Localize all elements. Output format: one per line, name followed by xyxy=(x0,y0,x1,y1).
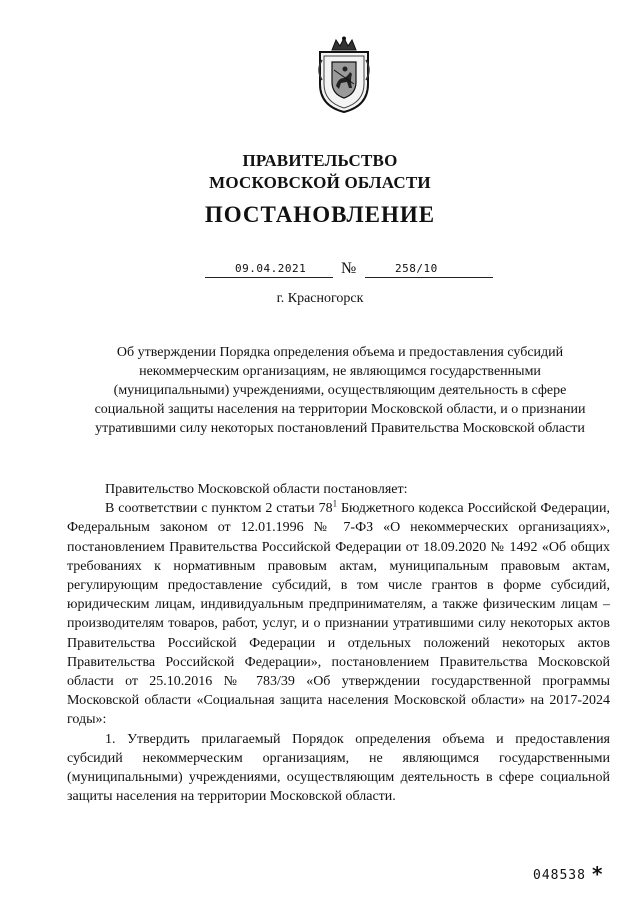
decree-subject xyxy=(70,343,610,438)
item-1-paragraph: 1. Утвердить прилагаемый Порядок определения объема и предоставления субсидий некоммерческим организациям, не являющимся государственными (муниципальными) учреждениями, осуществляющим деятельность в сфере социальной защиты населения на территории Московской области. xyxy=(67,731,610,805)
decree-date: 09.04.2021 xyxy=(235,262,307,275)
government-line-2: МОСКОВСКОЙ ОБЛАСТИ xyxy=(209,173,431,192)
star-mark: * xyxy=(592,862,603,886)
decree-body xyxy=(67,480,610,806)
number-underline xyxy=(365,277,493,278)
subject-line: (муниципальными) учреждениями, осуществляющим деятельность в сфере xyxy=(113,383,567,398)
legal-basis-text-rest: Бюджетного кодекса Российской Федерации, Федеральным законом от 12.01.1996 № 7-ФЗ «О некоммерческих организациях», постановлением Правительства Российской Федерации от 18.09.2020 № 1492 «Об общих требованиях к нормативным правовым актам, муниципальным правовым актам, регулирующим предоставление субсидий, в том числе грантов в форме субсидий, юридическим лицам, индивидуальным предпринимателям, а также физическим лицам – производителям товаров, работ, услуг, и о признании утратившими силу некоторых актов Правительства Российской Федерации и отдельных положений некоторых актов Правительства Российской Федерации», постановлением Правительства Московской области от 25.10.2016 № 783/39 «Об утверждении государственной программы Московской области «Социальная защита населения Московской области» на 2017-2024 годы»: xyxy=(67,501,611,728)
registration-line xyxy=(205,260,495,280)
government-name xyxy=(0,150,640,194)
decree-title: ПОСТАНОВЛЕНИЕ xyxy=(204,202,436,227)
document-id: 048538 xyxy=(533,868,586,883)
intro-paragraph: Правительство Московской области постановляет: xyxy=(105,482,408,497)
number-sign: № xyxy=(341,260,357,277)
decree-number: 258/10 xyxy=(395,262,438,275)
legal-basis-text-start: В соответствии с пунктом 2 статьи 78 xyxy=(105,501,333,517)
subject-line: некоммерческим организациям, не являющимся государственными xyxy=(139,364,541,379)
article-superscript: 1 xyxy=(332,498,338,509)
date-underline xyxy=(205,277,333,278)
government-line-1: ПРАВИТЕЛЬСТВО xyxy=(242,151,398,170)
city: г. Красногорск xyxy=(276,291,364,306)
legal-basis-paragraph xyxy=(67,499,610,729)
subject-line: утратившими силу некоторых постановлений Правительства Московской области xyxy=(95,421,585,436)
moscow-region-coat-of-arms-icon xyxy=(312,36,376,114)
subject-line: социальной защиты населения на территории Московской области, и о признании xyxy=(94,402,586,417)
subject-line: Об утверждении Порядка определения объема и предоставления субсидий xyxy=(116,345,564,360)
